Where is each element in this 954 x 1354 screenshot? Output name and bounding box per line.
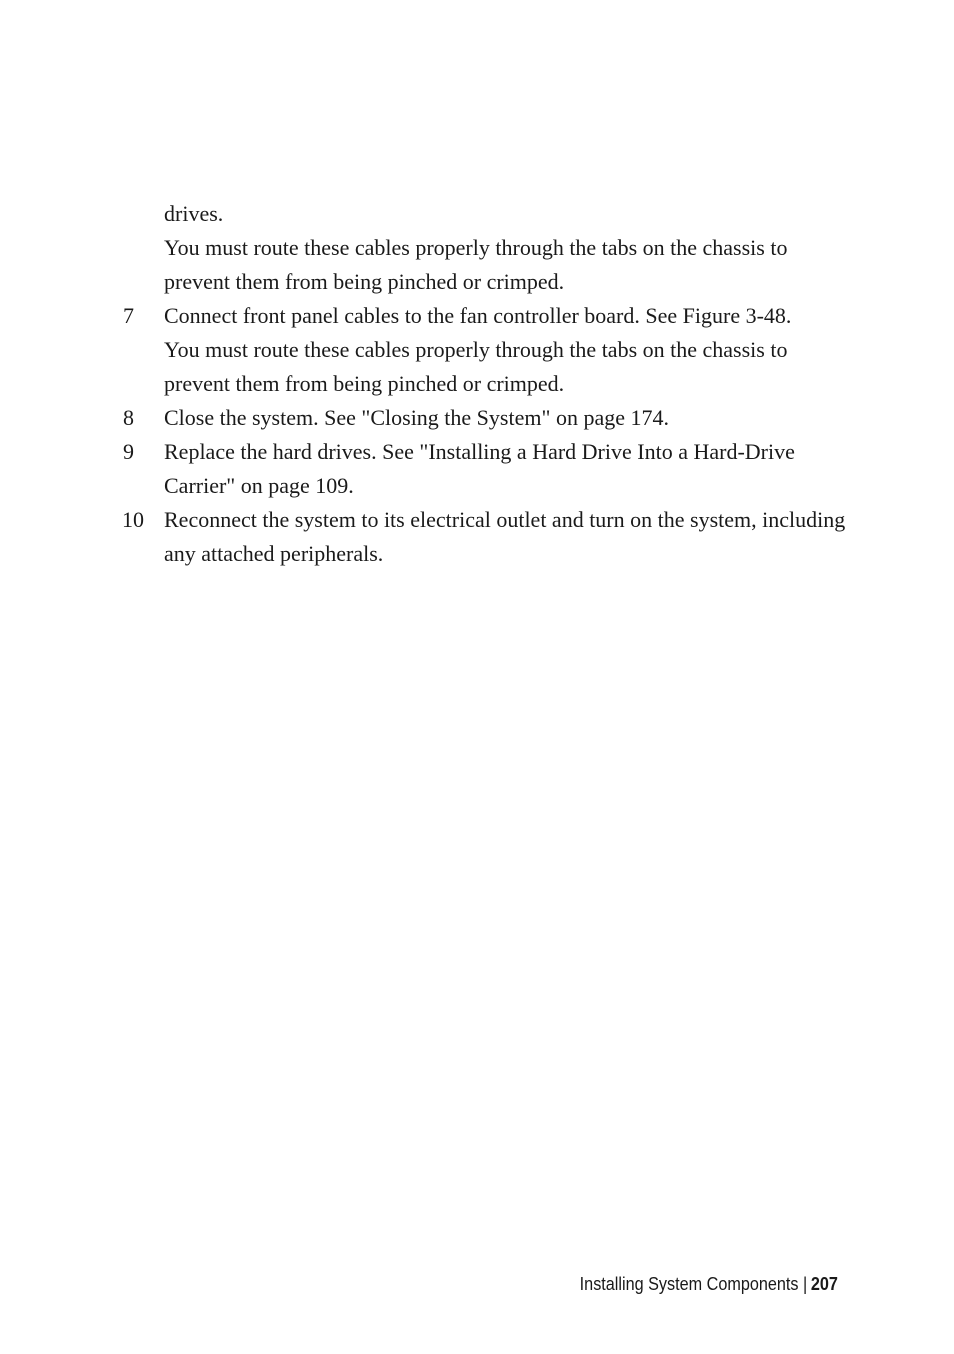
footer-section-title: Installing System Components [579,1274,799,1294]
step-text: Close the system. See "Closing the System" on page 174. [164,405,669,430]
page-number: 207 [810,1274,838,1294]
step-number: 7 [123,303,134,328]
step-10 [120,503,850,571]
step-text: Replace the hard drives. See "Installing a Hard Drive Into a Hard-Drive Carrier" on page 109. [164,439,795,498]
page-footer [580,1270,838,1298]
routing-note: You must route these cables properly through the tabs on the chassis to prevent them from being pinched or crimped. [164,235,788,294]
step-9 [120,435,850,503]
step-text: Reconnect the system to its electrical outlet and turn on the system, including any attached peripherals. [164,507,846,566]
body-text [120,197,850,571]
step-8 [120,401,850,435]
step-number: 8 [123,405,134,430]
step-number: 9 [123,439,134,464]
step-text: Connect front panel cables to the fan controller board. See Figure 3-48. [164,303,792,328]
step-note: You must route these cables properly through the tabs on the chassis to prevent them from being pinched or crimped. [164,337,788,396]
step-7 [120,299,850,401]
continued-text: drives. [164,201,224,226]
step-number: 10 [122,507,144,532]
footer-separator: | [803,1274,808,1294]
